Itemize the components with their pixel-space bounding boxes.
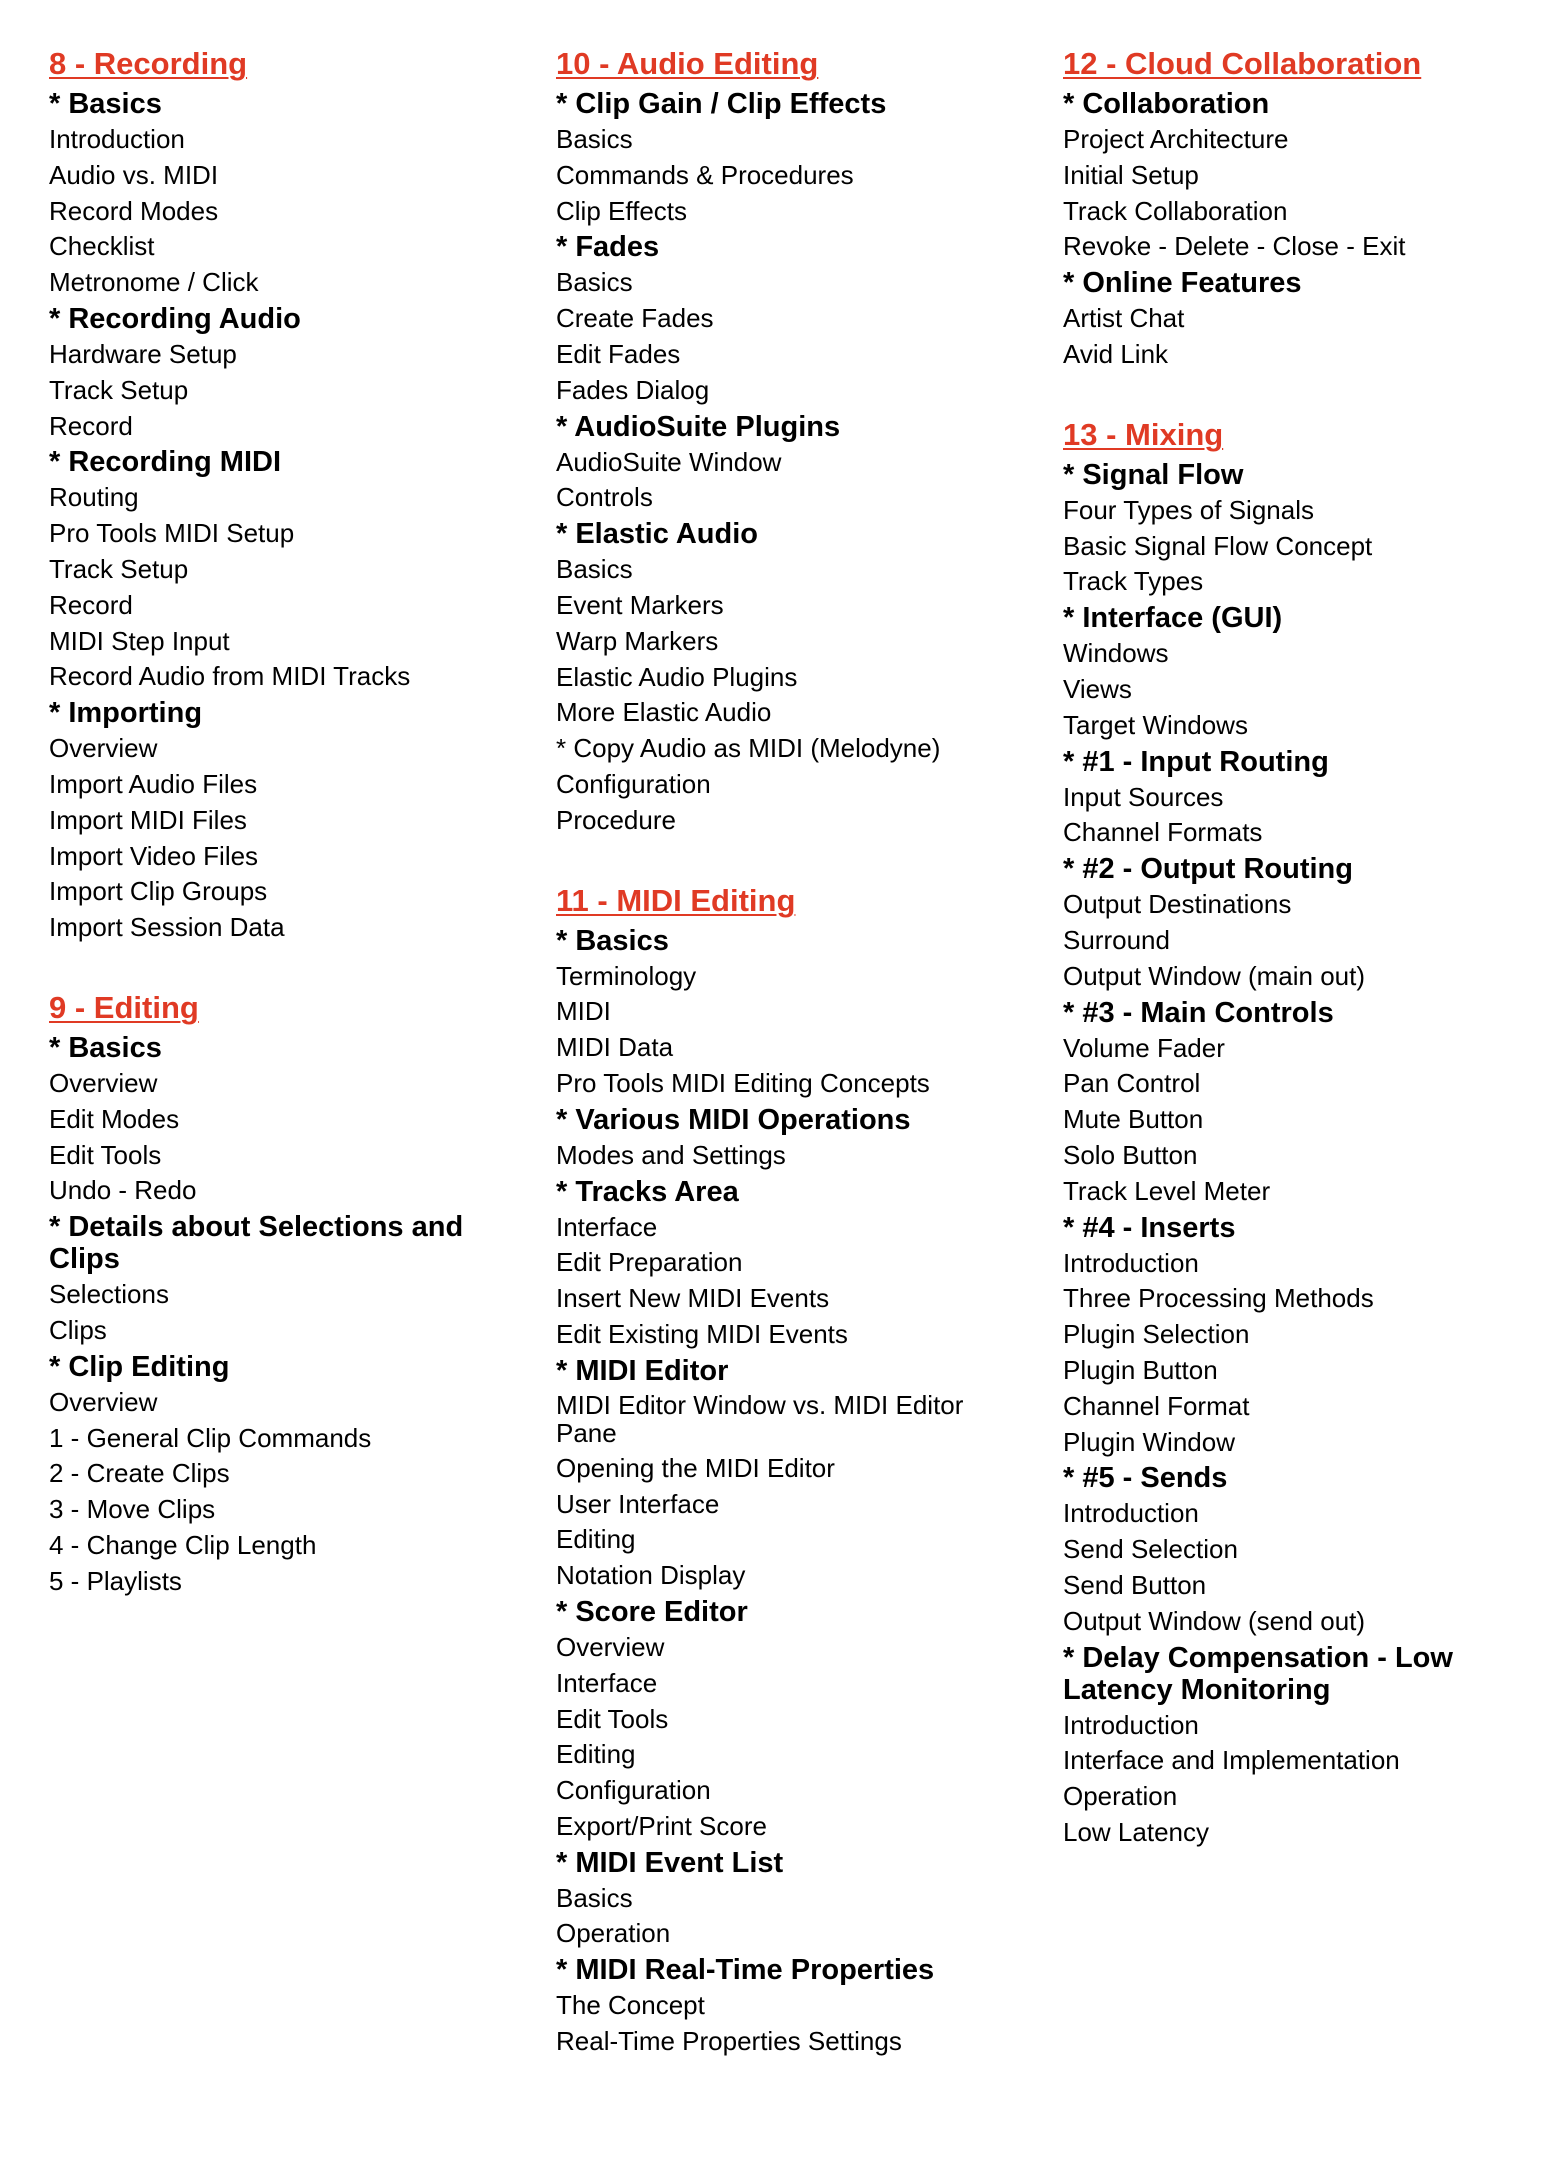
toc-entry: Operation — [1063, 1781, 1178, 1812]
toc-entry: Edit Modes — [49, 1103, 180, 1134]
toc-entry: Record — [49, 589, 133, 620]
section-group — [556, 1954, 1026, 2060]
toc-entry: Import Session Data — [49, 912, 285, 943]
toc-entry: MIDI Step Input — [49, 625, 230, 656]
section-group — [1063, 746, 1513, 852]
section-group — [556, 1847, 1026, 1953]
toc-entry: Overview — [49, 733, 158, 764]
toc-entry: Configuration — [556, 768, 711, 799]
section-group — [556, 518, 1026, 838]
toc-entry: Basics — [556, 1882, 633, 1913]
toc-entry: Opening the MIDI Editor — [556, 1452, 835, 1483]
toc-entry: Edit Existing MIDI Events — [556, 1318, 848, 1349]
toc-entry: The Concept — [556, 1990, 705, 2021]
section-group — [556, 1596, 1026, 1845]
toc-entry: Track Types — [1063, 566, 1204, 597]
toc-entry: MIDI Editor Window vs. MIDI Editor Pane — [556, 1389, 964, 1448]
toc-entry: Plugin Selection — [1063, 1319, 1250, 1350]
toc-entry: 4 - Change Clip Length — [49, 1529, 317, 1560]
toc-entry: AudioSuite Window — [556, 446, 782, 477]
section-group — [1063, 1642, 1513, 1851]
section-heading: * Clip Editing — [49, 1350, 230, 1383]
section-heading: * Details about Selections and Clips — [49, 1211, 464, 1276]
toc-entry: Clip Effects — [556, 195, 688, 226]
section-group — [556, 1355, 1026, 1594]
section-heading: * Importing — [49, 697, 203, 730]
toc-entry: Record — [49, 410, 133, 441]
toc-entry: Controls — [556, 482, 653, 513]
section-heading: * MIDI Real-Time Properties — [556, 1954, 935, 1987]
chapter-block-13-mixing — [1063, 415, 1513, 1851]
chapter-block-8-recording — [49, 44, 519, 946]
section-group — [49, 1351, 519, 1600]
section-heading: * Basics — [49, 1031, 162, 1064]
toc-entry: 1 - General Clip Commands — [49, 1422, 372, 1453]
toc-entry: MIDI — [556, 996, 611, 1027]
section-group — [49, 303, 519, 444]
toc-entry: Audio vs. MIDI — [49, 159, 219, 190]
toc-entry: Interface — [556, 1211, 658, 1242]
toc-entry: Initial Setup — [1063, 159, 1199, 190]
section-heading: * Tracks Area — [556, 1175, 739, 1208]
section-group — [49, 1211, 519, 1349]
section-group — [556, 925, 1026, 1102]
toc-entry: Pan Control — [1063, 1068, 1201, 1099]
section-heading: * Basics — [49, 88, 162, 120]
section-heading: * Elastic Audio — [556, 518, 758, 551]
section-group — [556, 88, 1026, 229]
toc-entry: 5 - Playlists — [49, 1565, 182, 1596]
toc-entry: Export/Print Score — [556, 1810, 767, 1841]
section-heading: * #1 - Input Routing — [1063, 745, 1329, 778]
section-group — [556, 231, 1026, 408]
toc-entry: Project Architecture — [1063, 124, 1289, 154]
toc-entry: Hardware Setup — [49, 338, 237, 369]
section-heading: * Basics — [556, 924, 669, 957]
toc-entry: Send Button — [1063, 1569, 1207, 1600]
toc-entry: Fades Dialog — [556, 374, 710, 405]
toc-entry: 3 - Move Clips — [49, 1494, 216, 1525]
toc-entry: Output Window (send out) — [1063, 1605, 1366, 1636]
toc-entry: Surround — [1063, 924, 1170, 955]
chapter-block-10-audio-editing — [556, 44, 1026, 839]
toc-entry: Track Setup — [49, 374, 189, 405]
toc-entry: Warp Markers — [556, 625, 719, 656]
section-group — [49, 88, 519, 301]
toc-entry: Procedure — [556, 804, 676, 835]
toc-entry: Pro Tools MIDI Setup — [49, 518, 295, 549]
toc-entry: Basics — [556, 554, 633, 585]
toc-entry: Input Sources — [1063, 781, 1224, 812]
toc-entry: Checklist — [49, 231, 155, 262]
toc-entry: Undo - Redo — [49, 1175, 197, 1206]
toc-entry: Overview — [49, 1386, 158, 1417]
toc-entry: Four Types of Signals — [1063, 494, 1314, 525]
toc-entry: Introduction — [1063, 1247, 1199, 1278]
toc-entry: Import Video Files — [49, 840, 259, 871]
toc-entry: Low Latency — [1063, 1816, 1209, 1847]
toc-entry: Send Selection — [1063, 1534, 1238, 1565]
toc-column-1 — [49, 44, 519, 1642]
toc-entry: Channel Formats — [1063, 817, 1263, 848]
toc-entry: Basics — [556, 267, 633, 298]
toc-entry: Introduction — [49, 124, 185, 154]
toc-entry: Notation Display — [556, 1560, 746, 1591]
toc-entry: Clips — [49, 1314, 107, 1345]
section-heading: * Collaboration — [1063, 88, 1270, 120]
section-group — [1063, 459, 1513, 600]
section-heading: * Delay Compensation - Low Latency Monitoring — [1063, 1641, 1453, 1706]
toc-entry: Target Windows — [1063, 709, 1248, 740]
toc-entry: Output Window (main out) — [1063, 960, 1366, 991]
section-heading: * Recording MIDI — [49, 446, 282, 479]
toc-entry: Import Clip Groups — [49, 876, 268, 907]
toc-entry: Three Processing Methods — [1063, 1283, 1374, 1314]
section-group — [49, 446, 519, 695]
toc-column-2 — [556, 44, 1026, 2102]
chapter-title-link[interactable]: 9 - Editing — [49, 989, 199, 1025]
toc-entry: Pro Tools MIDI Editing Concepts — [556, 1067, 930, 1098]
section-group — [1063, 997, 1513, 1210]
toc-entry: Channel Format — [1063, 1390, 1250, 1421]
chapter-title-link[interactable]: 10 - Audio Editing — [556, 46, 819, 81]
toc-entry: Operation — [556, 1918, 671, 1949]
toc-entry: Edit Preparation — [556, 1247, 743, 1278]
section-heading: * Online Features — [1063, 267, 1302, 300]
toc-entry: Views — [1063, 673, 1132, 704]
chapter-title-link[interactable]: 11 - MIDI Editing — [556, 882, 796, 918]
chapter-block-9-editing — [49, 988, 519, 1600]
section-group — [1063, 267, 1513, 373]
toc-entry: Commands & Procedures — [556, 159, 854, 190]
toc-column-3 — [1063, 44, 1513, 1893]
section-heading: * Score Editor — [556, 1595, 748, 1628]
section-heading: * AudioSuite Plugins — [556, 410, 841, 443]
section-heading: * Interface (GUI) — [1063, 602, 1283, 635]
toc-entry: Output Destinations — [1063, 889, 1292, 920]
toc-entry: Event Markers — [556, 589, 724, 620]
toc-entry: Basics — [556, 124, 633, 154]
section-group — [556, 411, 1026, 517]
toc-entry: Plugin Button — [1063, 1354, 1218, 1385]
toc-entry: Windows — [1063, 638, 1169, 669]
section-heading: * MIDI Editor — [556, 1354, 729, 1387]
toc-entry: Solo Button — [1063, 1139, 1198, 1170]
toc-entry: Modes and Settings — [556, 1139, 786, 1170]
toc-entry: Terminology — [556, 960, 697, 991]
toc-entry: Overview — [49, 1067, 158, 1098]
toc-entry: Editing — [556, 1739, 636, 1770]
toc-entry: Record Modes — [49, 195, 219, 226]
toc-entry: Avid Link — [1063, 338, 1169, 369]
toc-entry: Track Level Meter — [1063, 1175, 1271, 1206]
section-heading: * Various MIDI Operations — [556, 1103, 911, 1136]
toc-entry: Plugin Window — [1063, 1426, 1235, 1457]
toc-entry: Artist Chat — [1063, 303, 1185, 334]
section-heading: * Clip Gain / Clip Effects — [556, 88, 887, 120]
toc-entry: Track Collaboration — [1063, 195, 1288, 226]
toc-entry: Interface — [556, 1667, 658, 1698]
section-heading: * Signal Flow — [1063, 458, 1244, 491]
toc-entry: Routing — [49, 482, 139, 513]
toc-entry: Create Fades — [556, 303, 714, 334]
section-group — [556, 1104, 1026, 1174]
section-group — [1063, 1212, 1513, 1461]
toc-entry: Edit Fades — [556, 338, 681, 369]
toc-entry: Basic Signal Flow Concept — [1063, 530, 1373, 561]
section-heading: * #3 - Main Controls — [1063, 996, 1334, 1029]
section-group — [1063, 602, 1513, 743]
section-heading: * #5 - Sends — [1063, 1462, 1228, 1495]
section-heading: * #4 - Inserts — [1063, 1211, 1236, 1244]
section-heading: * #2 - Output Routing — [1063, 853, 1353, 886]
section-group — [1063, 853, 1513, 994]
toc-entry: Metronome / Click — [49, 267, 259, 298]
toc-entry: Introduction — [1063, 1498, 1199, 1529]
toc-entry: Record Audio from MIDI Tracks — [49, 661, 411, 692]
toc-entry: MIDI Data — [556, 1032, 674, 1063]
toc-entry: Interface and Implementation — [1063, 1745, 1400, 1776]
section-heading: * Recording Audio — [49, 302, 301, 335]
toc-entry: Import MIDI Files — [49, 804, 247, 835]
toc-entry: Volume Fader — [1063, 1032, 1225, 1063]
section-group — [1063, 88, 1513, 265]
toc-entry: Mute Button — [1063, 1104, 1204, 1135]
toc-entry: Overview — [556, 1631, 665, 1662]
toc-entry: 2 - Create Clips — [49, 1458, 230, 1489]
toc-entry: More Elastic Audio — [556, 697, 772, 728]
toc-entry: Elastic Audio Plugins — [556, 661, 798, 692]
chapter-title-link[interactable]: 13 - Mixing — [1063, 416, 1224, 452]
section-group — [1063, 1462, 1513, 1639]
toc-entry: Edit Tools — [556, 1703, 669, 1734]
section-group — [556, 1176, 1026, 1353]
toc-entry: User Interface — [556, 1488, 720, 1519]
toc-entry: Introduction — [1063, 1709, 1199, 1740]
section-group — [49, 697, 519, 946]
section-heading: * MIDI Event List — [556, 1846, 784, 1879]
chapter-title-link[interactable]: 8 - Recording — [49, 46, 248, 81]
chapter-block-12-cloud-collaboration — [1063, 44, 1513, 373]
toc-entry: Edit Tools — [49, 1139, 162, 1170]
toc-entry: Editing — [556, 1524, 636, 1555]
toc-entry: Configuration — [556, 1775, 711, 1806]
chapter-block-11-midi-editing — [556, 881, 1026, 2060]
section-heading: * Fades — [556, 231, 660, 264]
toc-entry: * Copy Audio as MIDI (Melodyne) — [556, 733, 941, 764]
section-group — [49, 1032, 519, 1209]
chapter-title-link[interactable]: 12 - Cloud Collaboration — [1063, 46, 1422, 81]
toc-entry: Track Setup — [49, 553, 189, 584]
toc-entry: Insert New MIDI Events — [556, 1283, 830, 1314]
toc-entry: Selections — [49, 1279, 169, 1310]
toc-entry: Import Audio Files — [49, 768, 258, 799]
toc-entry: Revoke - Delete - Close - Exit — [1063, 231, 1406, 262]
toc-entry: Real-Time Properties Settings — [556, 2026, 902, 2057]
